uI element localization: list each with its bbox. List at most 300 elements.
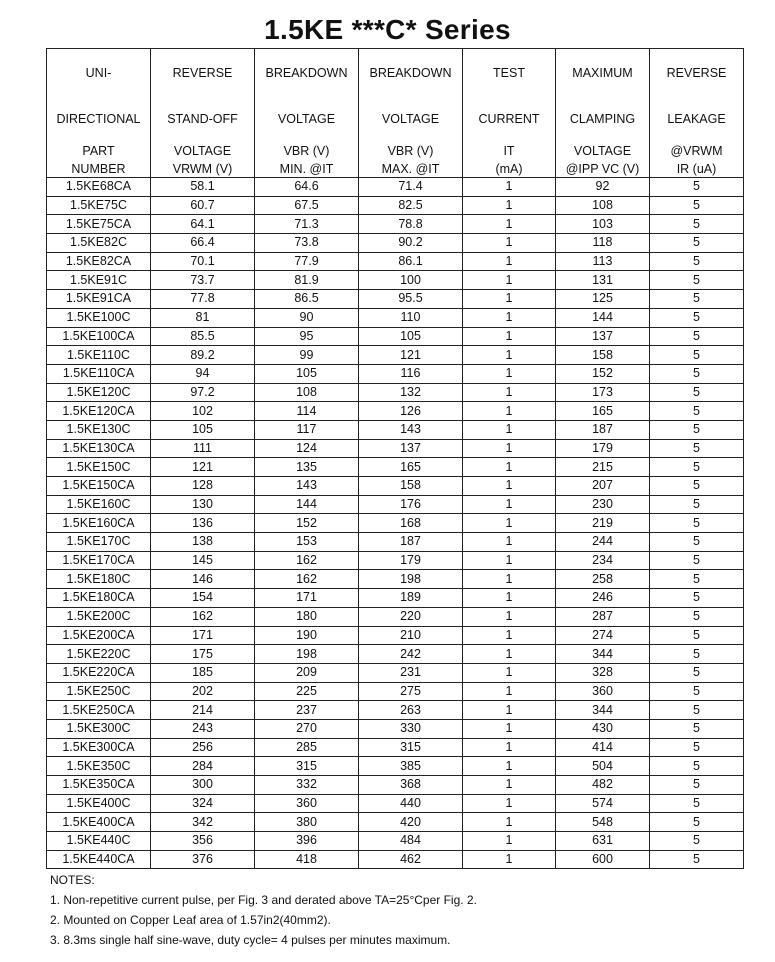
table-cell: 180 xyxy=(255,607,359,626)
table-cell: 126 xyxy=(359,402,463,421)
table-cell: 66.4 xyxy=(151,234,255,253)
table-cell: 152 xyxy=(255,514,359,533)
table-row xyxy=(47,757,744,776)
table-cell: 5 xyxy=(650,290,744,309)
table-cell: 5 xyxy=(650,794,744,813)
table-cell: 132 xyxy=(359,383,463,402)
table-cell: 125 xyxy=(556,290,650,309)
table-cell: 128 xyxy=(151,477,255,496)
table-cell: 1 xyxy=(463,495,556,514)
table-cell: 154 xyxy=(151,589,255,608)
part-number-cell: 1.5KE300C xyxy=(47,719,151,738)
table-cell: 420 xyxy=(359,813,463,832)
table-row xyxy=(47,663,744,682)
table-row xyxy=(47,570,744,589)
part-number-cell: 1.5KE75CA xyxy=(47,215,151,234)
table-cell: 89.2 xyxy=(151,346,255,365)
table-cell: 5 xyxy=(650,458,744,477)
table-cell: 110 xyxy=(359,308,463,327)
table-cell: 105 xyxy=(151,420,255,439)
table-cell: 1 xyxy=(463,701,556,720)
table-cell: 5 xyxy=(650,514,744,533)
table-cell: 86.1 xyxy=(359,252,463,271)
column-header-line: DIRECTIONAL xyxy=(56,112,141,126)
table-cell: 414 xyxy=(556,738,650,757)
table-cell: 219 xyxy=(556,514,650,533)
table-cell: 144 xyxy=(255,495,359,514)
table-cell: 105 xyxy=(359,327,463,346)
column-header-line: VBR (V) xyxy=(283,144,330,158)
table-cell: 171 xyxy=(255,589,359,608)
table-cell: 162 xyxy=(151,607,255,626)
table-cell: 5 xyxy=(650,626,744,645)
table-cell: 300 xyxy=(151,776,255,795)
table-cell: 440 xyxy=(359,794,463,813)
table-row xyxy=(47,196,744,215)
column-header-line: (mA) xyxy=(495,162,523,176)
part-number-cell: 1.5KE68CA xyxy=(47,178,151,197)
table-cell: 356 xyxy=(151,832,255,851)
table-cell: 237 xyxy=(255,701,359,720)
table-cell: 1 xyxy=(463,514,556,533)
part-number-cell: 1.5KE75C xyxy=(47,196,151,215)
table-row xyxy=(47,589,744,608)
notes-section xyxy=(50,870,477,950)
table-cell: 1 xyxy=(463,290,556,309)
table-cell: 207 xyxy=(556,477,650,496)
table-cell: 187 xyxy=(359,533,463,552)
table-cell: 81 xyxy=(151,308,255,327)
table-cell: 243 xyxy=(151,719,255,738)
table-cell: 60.7 xyxy=(151,196,255,215)
table-row xyxy=(47,458,744,477)
part-number-cell: 1.5KE170CA xyxy=(47,551,151,570)
table-cell: 102 xyxy=(151,402,255,421)
table-row xyxy=(47,383,744,402)
table-cell: 118 xyxy=(556,234,650,253)
table-cell: 100 xyxy=(359,271,463,290)
table-cell: 117 xyxy=(255,420,359,439)
table-cell: 137 xyxy=(556,327,650,346)
table-cell: 315 xyxy=(359,738,463,757)
table-cell: 600 xyxy=(556,850,650,869)
table-cell: 274 xyxy=(556,626,650,645)
table-cell: 5 xyxy=(650,215,744,234)
column-header-line: UNI- xyxy=(85,66,112,80)
table-cell: 1 xyxy=(463,570,556,589)
table-cell: 198 xyxy=(359,570,463,589)
table-cell: 209 xyxy=(255,663,359,682)
column-header-line: VOLTAGE xyxy=(277,112,336,126)
part-number-cell: 1.5KE400C xyxy=(47,794,151,813)
table-cell: 220 xyxy=(359,607,463,626)
table-cell: 430 xyxy=(556,719,650,738)
table-row xyxy=(47,271,744,290)
table-cell: 189 xyxy=(359,589,463,608)
table-row xyxy=(47,832,744,851)
table-row xyxy=(47,402,744,421)
table-cell: 111 xyxy=(151,439,255,458)
table-cell: 94 xyxy=(151,364,255,383)
column-header-line: VRWM (V) xyxy=(172,162,233,176)
table-cell: 225 xyxy=(255,682,359,701)
table-cell: 396 xyxy=(255,832,359,851)
table-cell: 173 xyxy=(556,383,650,402)
table-cell: 64.6 xyxy=(255,178,359,197)
table-cell: 5 xyxy=(650,477,744,496)
column-header xyxy=(463,49,556,178)
table-cell: 242 xyxy=(359,645,463,664)
table-cell: 143 xyxy=(359,420,463,439)
table-cell: 5 xyxy=(650,308,744,327)
part-number-cell: 1.5KE82CA xyxy=(47,252,151,271)
column-header-line: CURRENT xyxy=(478,112,540,126)
column-header xyxy=(556,49,650,178)
table-cell: 5 xyxy=(650,776,744,795)
table-cell: 1 xyxy=(463,663,556,682)
note-item: 1. Non-repetitive current pulse, per Fig. 3 and derated above TA=25°Cper Fig. 2. xyxy=(50,893,477,907)
table-row xyxy=(47,719,744,738)
table-cell: 108 xyxy=(255,383,359,402)
table-cell: 99 xyxy=(255,346,359,365)
table-cell: 315 xyxy=(255,757,359,776)
table-cell: 5 xyxy=(650,682,744,701)
table-cell: 1 xyxy=(463,364,556,383)
part-number-cell: 1.5KE200C xyxy=(47,607,151,626)
column-header-line: IR (uA) xyxy=(676,162,717,176)
table-cell: 165 xyxy=(556,402,650,421)
table-cell: 187 xyxy=(556,420,650,439)
table-cell: 121 xyxy=(359,346,463,365)
table-cell: 158 xyxy=(359,477,463,496)
table-cell: 231 xyxy=(359,663,463,682)
table-row xyxy=(47,794,744,813)
table-cell: 90 xyxy=(255,308,359,327)
part-number-cell: 1.5KE82C xyxy=(47,234,151,253)
table-cell: 138 xyxy=(151,533,255,552)
table-cell: 1 xyxy=(463,252,556,271)
part-number-cell: 1.5KE110CA xyxy=(47,364,151,383)
part-number-cell: 1.5KE220CA xyxy=(47,663,151,682)
table-cell: 332 xyxy=(255,776,359,795)
table-row xyxy=(47,551,744,570)
table-cell: 1 xyxy=(463,682,556,701)
table-cell: 136 xyxy=(151,514,255,533)
table-cell: 82.5 xyxy=(359,196,463,215)
table-cell: 175 xyxy=(151,645,255,664)
table-row xyxy=(47,215,744,234)
table-cell: 5 xyxy=(650,645,744,664)
column-header-line: TEST xyxy=(493,66,525,80)
table-row xyxy=(47,850,744,869)
table-cell: 548 xyxy=(556,813,650,832)
table-cell: 5 xyxy=(650,178,744,197)
table-cell: 5 xyxy=(650,327,744,346)
table-cell: 144 xyxy=(556,308,650,327)
table-cell: 482 xyxy=(556,776,650,795)
part-number-cell: 1.5KE160CA xyxy=(47,514,151,533)
table-cell: 214 xyxy=(151,701,255,720)
part-number-cell: 1.5KE250C xyxy=(47,682,151,701)
column-header-line: BREAKDOWN xyxy=(369,66,452,80)
table-row xyxy=(47,290,744,309)
table-row xyxy=(47,327,744,346)
table-cell: 1 xyxy=(463,215,556,234)
table-cell: 1 xyxy=(463,832,556,851)
table-cell: 71.3 xyxy=(255,215,359,234)
table-cell: 1 xyxy=(463,477,556,496)
table-cell: 64.1 xyxy=(151,215,255,234)
table-cell: 152 xyxy=(556,364,650,383)
column-header-line: @VRWM xyxy=(670,144,723,158)
table-cell: 1 xyxy=(463,234,556,253)
table-cell: 105 xyxy=(255,364,359,383)
table-row xyxy=(47,308,744,327)
table-cell: 285 xyxy=(255,738,359,757)
column-header-line: MAXIMUM xyxy=(572,66,633,80)
part-number-cell: 1.5KE100C xyxy=(47,308,151,327)
table-cell: 631 xyxy=(556,832,650,851)
part-number-cell: 1.5KE440CA xyxy=(47,850,151,869)
table-cell: 165 xyxy=(359,458,463,477)
table-cell: 1 xyxy=(463,402,556,421)
table-row xyxy=(47,178,744,197)
table-cell: 124 xyxy=(255,439,359,458)
table-cell: 198 xyxy=(255,645,359,664)
table-row xyxy=(47,626,744,645)
part-number-cell: 1.5KE170C xyxy=(47,533,151,552)
table-cell: 246 xyxy=(556,589,650,608)
table-cell: 95 xyxy=(255,327,359,346)
table-cell: 97.2 xyxy=(151,383,255,402)
table-header-row xyxy=(47,49,744,178)
part-number-cell: 1.5KE130CA xyxy=(47,439,151,458)
table-cell: 574 xyxy=(556,794,650,813)
table-row xyxy=(47,645,744,664)
table-cell: 1 xyxy=(463,719,556,738)
column-header xyxy=(151,49,255,178)
table-cell: 1 xyxy=(463,757,556,776)
table-cell: 360 xyxy=(556,682,650,701)
table-cell: 5 xyxy=(650,252,744,271)
table-row xyxy=(47,364,744,383)
table-cell: 368 xyxy=(359,776,463,795)
table-cell: 113 xyxy=(556,252,650,271)
table-cell: 5 xyxy=(650,701,744,720)
part-number-cell: 1.5KE180CA xyxy=(47,589,151,608)
table-cell: 5 xyxy=(650,813,744,832)
table-row xyxy=(47,477,744,496)
table-cell: 137 xyxy=(359,439,463,458)
part-number-cell: 1.5KE440C xyxy=(47,832,151,851)
table-row xyxy=(47,420,744,439)
column-header-line: VOLTAGE xyxy=(381,112,440,126)
column-header xyxy=(47,49,151,178)
table-cell: 179 xyxy=(556,439,650,458)
column-header-line: BREAKDOWN xyxy=(265,66,348,80)
table-cell: 5 xyxy=(650,570,744,589)
column-header xyxy=(255,49,359,178)
table-cell: 385 xyxy=(359,757,463,776)
table-cell: 77.8 xyxy=(151,290,255,309)
table-cell: 360 xyxy=(255,794,359,813)
table-cell: 162 xyxy=(255,551,359,570)
column-header-line: VOLTAGE xyxy=(573,144,632,158)
table-row xyxy=(47,607,744,626)
table-cell: 5 xyxy=(650,589,744,608)
table-cell: 78.8 xyxy=(359,215,463,234)
part-number-cell: 1.5KE91CA xyxy=(47,290,151,309)
table-row xyxy=(47,682,744,701)
column-header-line: @IPP VC (V) xyxy=(565,162,640,176)
part-number-cell: 1.5KE200CA xyxy=(47,626,151,645)
part-number-cell: 1.5KE350CA xyxy=(47,776,151,795)
table-cell: 5 xyxy=(650,402,744,421)
table-cell: 1 xyxy=(463,626,556,645)
table-cell: 130 xyxy=(151,495,255,514)
table-cell: 484 xyxy=(359,832,463,851)
table-cell: 146 xyxy=(151,570,255,589)
table-cell: 145 xyxy=(151,551,255,570)
table-row xyxy=(47,495,744,514)
table-cell: 234 xyxy=(556,551,650,570)
table-cell: 1 xyxy=(463,178,556,197)
table-cell: 86.5 xyxy=(255,290,359,309)
part-number-cell: 1.5KE220C xyxy=(47,645,151,664)
table-cell: 176 xyxy=(359,495,463,514)
table-cell: 1 xyxy=(463,196,556,215)
table-cell: 58.1 xyxy=(151,178,255,197)
table-row xyxy=(47,439,744,458)
part-number-cell: 1.5KE110C xyxy=(47,346,151,365)
table-cell: 81.9 xyxy=(255,271,359,290)
table-cell: 5 xyxy=(650,271,744,290)
table-cell: 5 xyxy=(650,234,744,253)
table-cell: 171 xyxy=(151,626,255,645)
table-cell: 5 xyxy=(650,383,744,402)
specifications-table xyxy=(46,48,744,869)
table-cell: 284 xyxy=(151,757,255,776)
table-cell: 202 xyxy=(151,682,255,701)
table-row xyxy=(47,514,744,533)
table-cell: 275 xyxy=(359,682,463,701)
table-cell: 1 xyxy=(463,551,556,570)
table-cell: 5 xyxy=(650,738,744,757)
document-title: 1.5KE ***C* Series xyxy=(264,14,511,45)
table-cell: 210 xyxy=(359,626,463,645)
part-number-cell: 1.5KE91C xyxy=(47,271,151,290)
table-cell: 5 xyxy=(650,439,744,458)
table-cell: 287 xyxy=(556,607,650,626)
table-cell: 67.5 xyxy=(255,196,359,215)
part-number-cell: 1.5KE300CA xyxy=(47,738,151,757)
part-number-cell: 1.5KE180C xyxy=(47,570,151,589)
table-cell: 179 xyxy=(359,551,463,570)
table-cell: 1 xyxy=(463,794,556,813)
table-cell: 270 xyxy=(255,719,359,738)
table-cell: 158 xyxy=(556,346,650,365)
table-cell: 1 xyxy=(463,308,556,327)
table-cell: 330 xyxy=(359,719,463,738)
part-number-cell: 1.5KE130C xyxy=(47,420,151,439)
table-cell: 344 xyxy=(556,701,650,720)
table-cell: 344 xyxy=(556,645,650,664)
table-cell: 1 xyxy=(463,327,556,346)
column-header-line: CLAMPING xyxy=(569,112,636,126)
table-cell: 1 xyxy=(463,645,556,664)
table-cell: 380 xyxy=(255,813,359,832)
part-number-cell: 1.5KE120C xyxy=(47,383,151,402)
column-header-line: VOLTAGE xyxy=(173,144,232,158)
column-header xyxy=(650,49,744,178)
table-cell: 114 xyxy=(255,402,359,421)
column-header-line: MIN. @IT xyxy=(279,162,334,176)
column-header-line: NUMBER xyxy=(71,162,126,176)
table-row xyxy=(47,346,744,365)
table-cell: 1 xyxy=(463,589,556,608)
table-cell: 185 xyxy=(151,663,255,682)
part-number-cell: 1.5KE250CA xyxy=(47,701,151,720)
part-number-cell: 1.5KE120CA xyxy=(47,402,151,421)
table-cell: 5 xyxy=(650,719,744,738)
table-cell: 168 xyxy=(359,514,463,533)
table-cell: 73.8 xyxy=(255,234,359,253)
table-cell: 342 xyxy=(151,813,255,832)
table-cell: 5 xyxy=(650,420,744,439)
table-cell: 131 xyxy=(556,271,650,290)
column-header-line: REVERSE xyxy=(172,66,233,80)
part-number-cell: 1.5KE350C xyxy=(47,757,151,776)
table-cell: 230 xyxy=(556,495,650,514)
table-cell: 71.4 xyxy=(359,178,463,197)
table-cell: 1 xyxy=(463,850,556,869)
column-header xyxy=(359,49,463,178)
table-row xyxy=(47,234,744,253)
table-cell: 263 xyxy=(359,701,463,720)
table-row xyxy=(47,813,744,832)
table-cell: 143 xyxy=(255,477,359,496)
table-cell: 5 xyxy=(650,495,744,514)
table-cell: 77.9 xyxy=(255,252,359,271)
table-cell: 1 xyxy=(463,738,556,757)
table-cell: 153 xyxy=(255,533,359,552)
table-cell: 1 xyxy=(463,607,556,626)
table-cell: 324 xyxy=(151,794,255,813)
table-cell: 5 xyxy=(650,364,744,383)
table-cell: 258 xyxy=(556,570,650,589)
table-cell: 162 xyxy=(255,570,359,589)
table-cell: 5 xyxy=(650,346,744,365)
table-cell: 5 xyxy=(650,663,744,682)
table-cell: 1 xyxy=(463,439,556,458)
column-header-line: LEAKAGE xyxy=(667,112,726,126)
table-cell: 328 xyxy=(556,663,650,682)
table-row xyxy=(47,252,744,271)
table-cell: 256 xyxy=(151,738,255,757)
column-header-line: STAND-OFF xyxy=(167,112,238,126)
table-cell: 5 xyxy=(650,757,744,776)
table-cell: 5 xyxy=(650,850,744,869)
table-row xyxy=(47,776,744,795)
table-cell: 5 xyxy=(650,607,744,626)
table-cell: 85.5 xyxy=(151,327,255,346)
column-header-line: VBR (V) xyxy=(387,144,434,158)
part-number-cell: 1.5KE100CA xyxy=(47,327,151,346)
table-row xyxy=(47,738,744,757)
table-cell: 103 xyxy=(556,215,650,234)
table-cell: 215 xyxy=(556,458,650,477)
table-cell: 70.1 xyxy=(151,252,255,271)
